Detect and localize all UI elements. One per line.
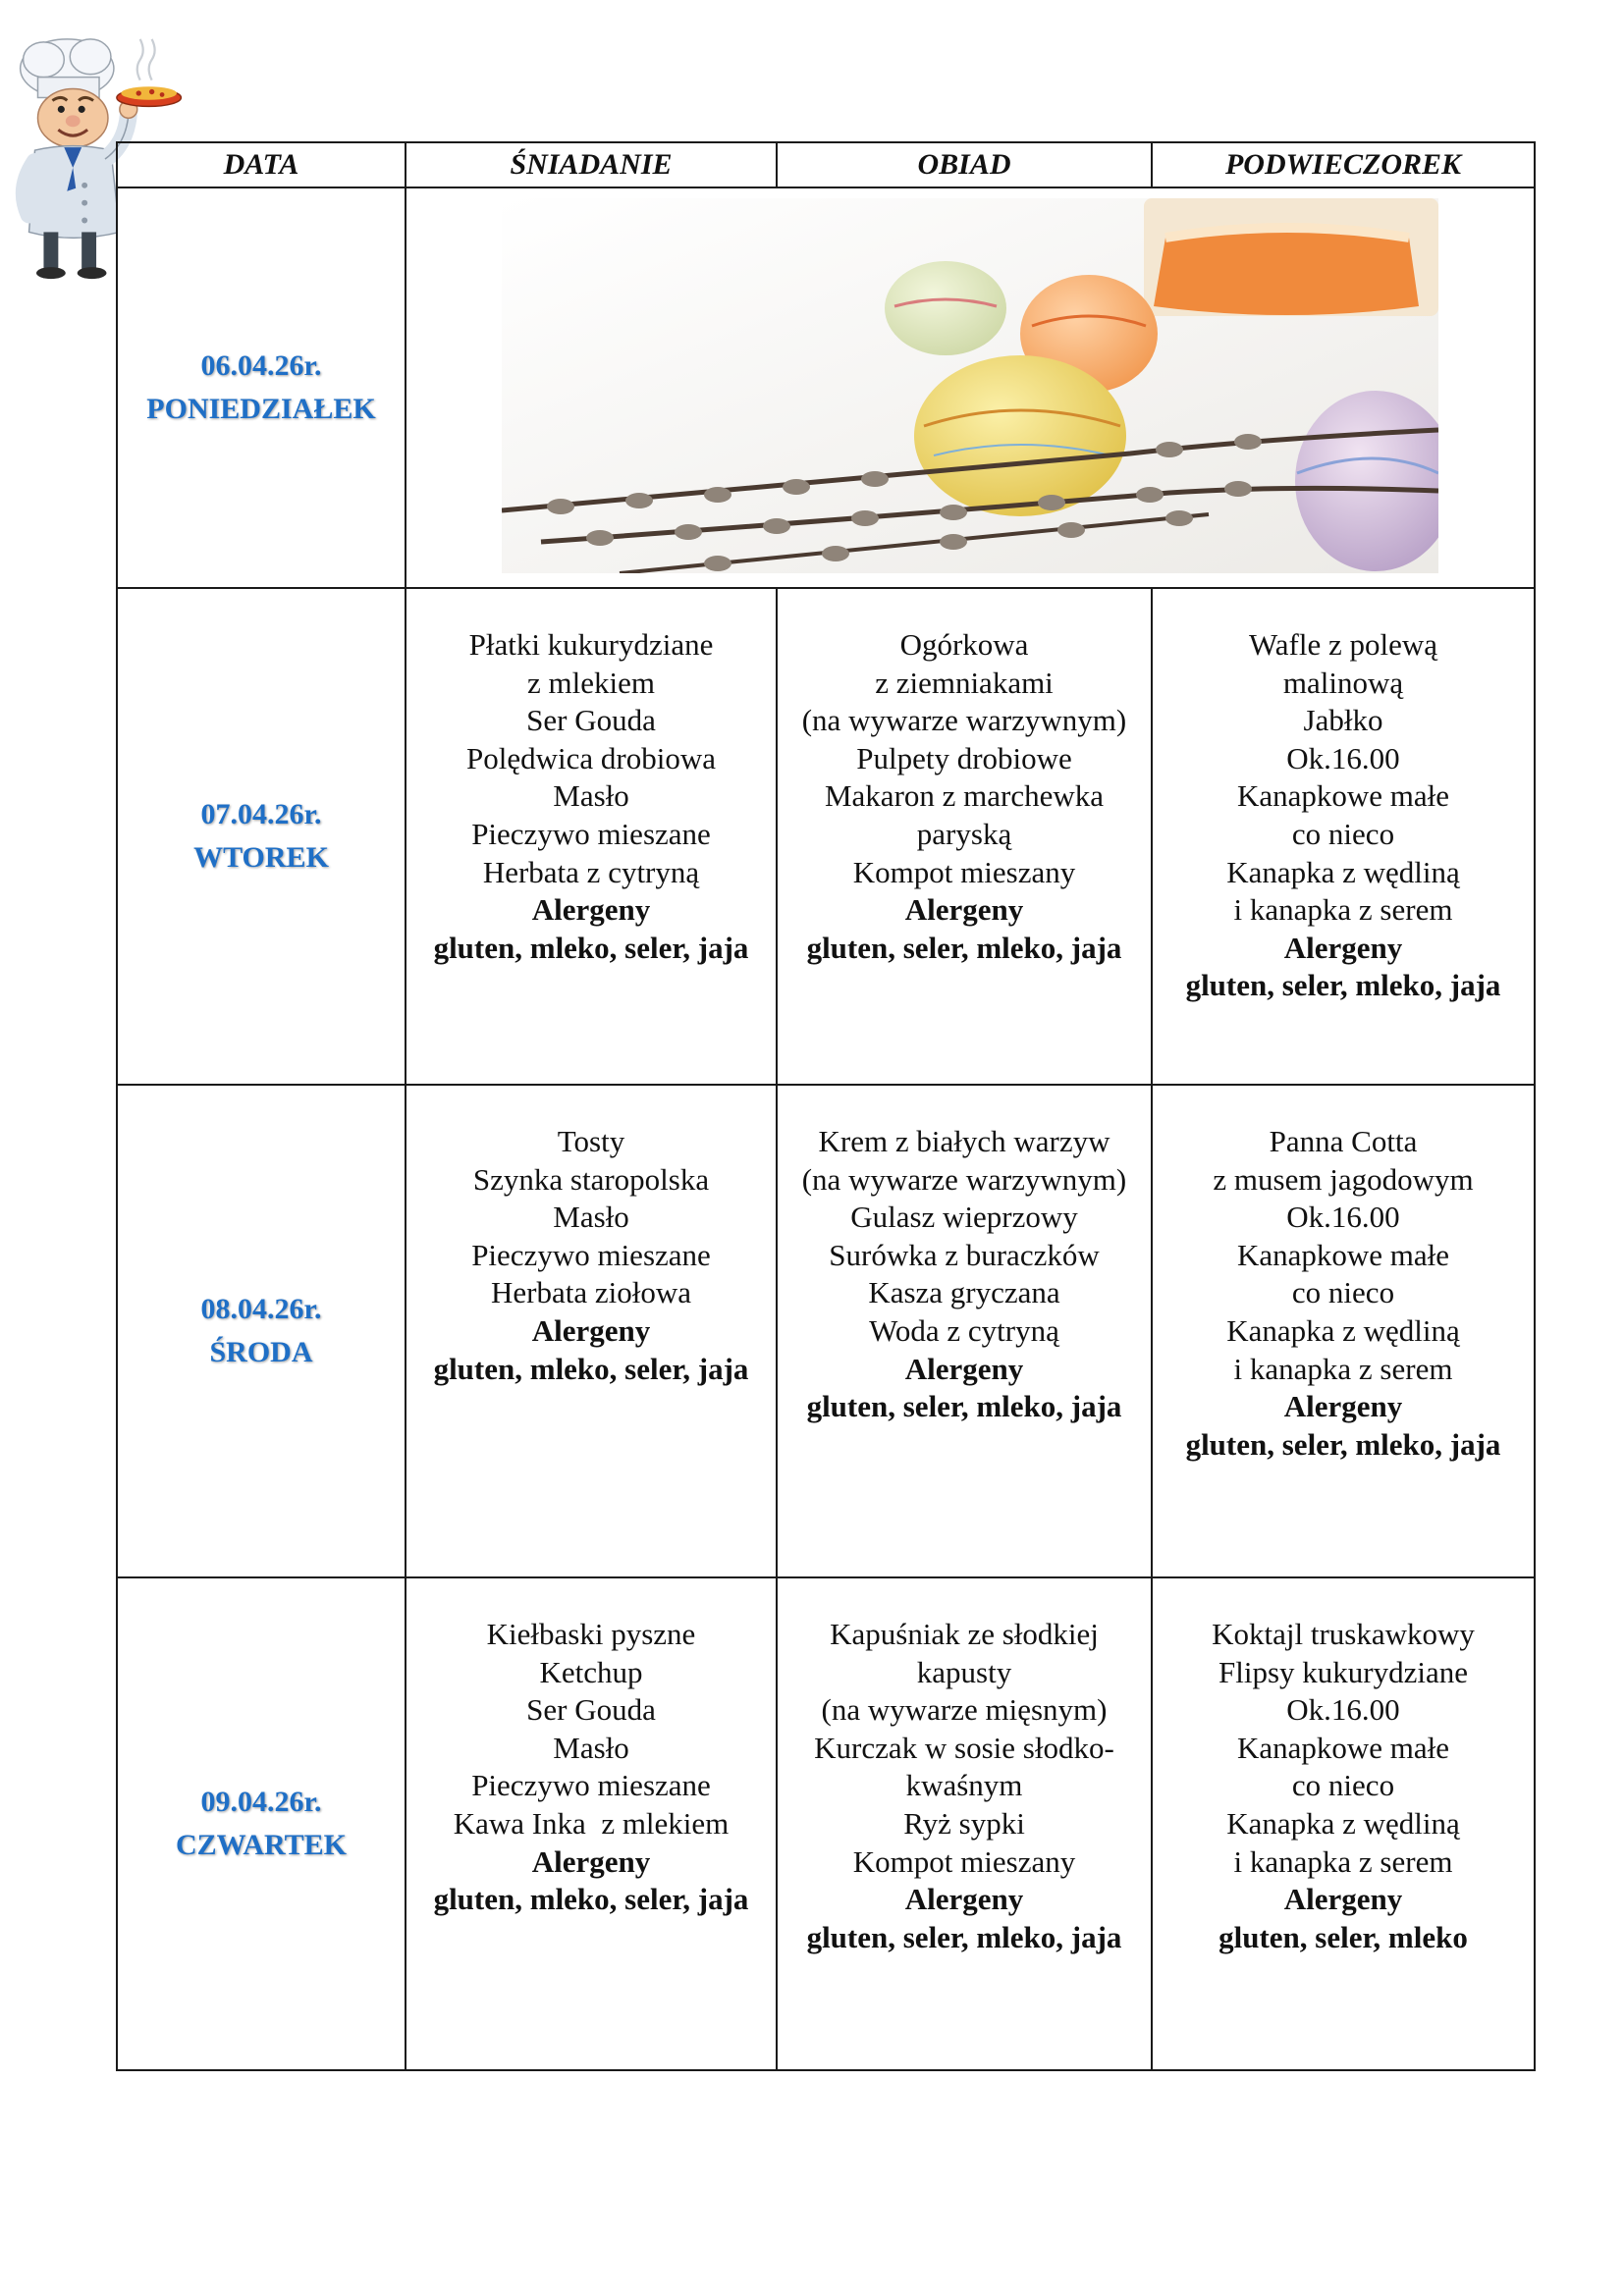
menu-line: Tosty: [557, 1124, 625, 1158]
allergens-list: gluten, seler, mleko, jaja: [1185, 1426, 1501, 1462]
menu-line: (na wywarze mięsnym): [821, 1692, 1108, 1728]
menu-line: Herbata ziołowa: [491, 1275, 691, 1310]
lunch-cell: [777, 588, 1152, 1085]
weekday-text: PONIEDZIAŁEK: [146, 393, 376, 425]
menu-line: Ryż sypki: [903, 1805, 1025, 1841]
breakfast-cell: [406, 1085, 777, 1577]
lunch-cell: [777, 1577, 1152, 2070]
menu-line: kwaśnym: [905, 1768, 1023, 1803]
menu-line: Kanapkowe małe: [1236, 778, 1450, 814]
date-text: 09.04.26r.: [200, 1786, 322, 1818]
header-row: [117, 142, 1535, 187]
menu-line: z ziemniakami: [875, 665, 1054, 700]
table-row: [117, 1577, 1535, 2070]
menu-line: Ok.16.00: [1286, 1692, 1400, 1728]
menu-line: Płatki kukurydziane: [468, 627, 714, 662]
date-text: 07.04.26r.: [200, 798, 322, 830]
menu-line: Kanapka z wędliną: [1226, 1312, 1460, 1348]
menu-line: Kawa Inka z mlekiem: [453, 1805, 730, 1841]
menu-line: Polędwica drobiowa: [466, 740, 716, 775]
allergens-list: gluten, seler, mleko, jaja: [806, 1919, 1122, 1954]
table-row: [117, 588, 1535, 1085]
weekday-text: WTOREK: [193, 841, 329, 874]
menu-line: co nieco: [1291, 816, 1395, 851]
allergens-label: Alergeny: [904, 1351, 1024, 1386]
menu-line: Wafle z polewą: [1248, 627, 1437, 662]
menu-line: Kiełbaski pyszne: [486, 1617, 696, 1651]
snack-cell: [1152, 588, 1535, 1085]
menu-line: z musem jagodowym: [1213, 1161, 1474, 1197]
menu-line: i kanapka z serem: [1233, 1351, 1453, 1386]
menu-line: i kanapka z serem: [1233, 1843, 1453, 1879]
menu-line: Masło: [553, 778, 629, 814]
allergens-list: gluten, mleko, seler, jaja: [433, 930, 749, 965]
menu-line: Gulasz wieprzowy: [850, 1200, 1078, 1235]
menu-line: Herbata z cytryną: [482, 854, 700, 889]
menu-line: Panna Cotta: [1269, 1124, 1418, 1158]
menu-line: Kasza gryczana: [868, 1275, 1060, 1310]
menu-line: co nieco: [1291, 1275, 1395, 1310]
menu-line: Kanapkowe małe: [1236, 1730, 1450, 1765]
allergens-label: Alergeny: [1283, 1882, 1403, 1917]
allergens-list: gluten, seler, mleko, jaja: [806, 1389, 1122, 1424]
header-breakfast: ŚNIADANIE: [406, 142, 777, 187]
menu-line: Pieczywo mieszane: [471, 1768, 711, 1803]
menu-line: Ok.16.00: [1286, 1200, 1400, 1235]
menu-line: Kurczak w sosie słodko-: [814, 1730, 1114, 1765]
allergens-label: Alergeny: [904, 1882, 1024, 1917]
menu-line: kapusty: [916, 1654, 1012, 1689]
menu-line: (na wywarze warzywnym): [801, 1161, 1127, 1197]
breakfast-cell: [406, 1577, 777, 2070]
table-row: [117, 187, 1535, 588]
menu-line: Kanapkowe małe: [1236, 1237, 1450, 1272]
menu-line: i kanapka z serem: [1233, 892, 1453, 928]
snack-cell: [1152, 1577, 1535, 2070]
menu-line: Surówka z buraczków: [829, 1237, 1100, 1272]
menu-line: Woda z cytryną: [869, 1312, 1059, 1348]
menu-line: (na wywarze warzywnym): [801, 703, 1127, 738]
allergens-list: gluten, mleko, seler, jaja: [433, 1882, 749, 1917]
menu-line: Ok.16.00: [1286, 740, 1400, 775]
menu-table: [116, 141, 1536, 2071]
menu-line: malinową: [1282, 665, 1404, 700]
date-text: 08.04.26r.: [200, 1293, 322, 1325]
header-lunch: OBIAD: [777, 142, 1152, 187]
menu-line: Pieczywo mieszane: [471, 816, 711, 851]
breakfast-cell: [406, 588, 777, 1085]
menu-line: Kompot mieszany: [852, 1843, 1076, 1879]
date-text: 06.04.26r.: [200, 349, 322, 382]
menu-line: co nieco: [1291, 1768, 1395, 1803]
menu-line: Ser Gouda: [526, 703, 656, 738]
menu-line: Kapuśniak ze słodkiej: [830, 1617, 1099, 1651]
menu-line: Kanapka z wędliną: [1226, 1805, 1460, 1841]
lunch-cell: [777, 1085, 1152, 1577]
table-row: [117, 1085, 1535, 1577]
date-cell: [117, 187, 406, 588]
menu-line: Kompot mieszany: [852, 854, 1076, 889]
allergens-label: Alergeny: [904, 892, 1024, 928]
weekday-text: ŚRODA: [209, 1336, 313, 1368]
date-cell: [117, 1085, 406, 1577]
menu-line: Ogórkowa: [899, 627, 1029, 662]
menu-line: Ketchup: [539, 1654, 643, 1689]
easter-image-cell: [406, 187, 1535, 588]
menu-line: z mlekiem: [527, 665, 655, 700]
snack-cell: [1152, 1085, 1535, 1577]
allergens-list: gluten, mleko, seler, jaja: [433, 1351, 749, 1386]
menu-line: paryską: [916, 816, 1012, 851]
allergens-list: gluten, seler, mleko: [1218, 1919, 1468, 1954]
header-date: DATA: [117, 142, 406, 187]
menu-line: Makaron z marchewka: [824, 778, 1105, 814]
allergens-label: Alergeny: [531, 892, 651, 928]
header-snack: PODWIECZOREK: [1152, 142, 1535, 187]
date-cell: [117, 1577, 406, 2070]
menu-line: Masło: [553, 1730, 629, 1765]
allergens-label: Alergeny: [1283, 930, 1403, 965]
allergens-label: Alergeny: [531, 1312, 651, 1348]
menu-line: Flipsy kukurydziane: [1218, 1654, 1468, 1689]
allergens-list: gluten, seler, mleko, jaja: [1185, 968, 1501, 1003]
menu-line: Jabłko: [1303, 703, 1383, 738]
menu-line: Koktajl truskawkowy: [1212, 1617, 1475, 1651]
menu-line: Szynka staropolska: [472, 1161, 710, 1197]
allergens-label: Alergeny: [1283, 1389, 1403, 1424]
weekday-text: CZWARTEK: [176, 1829, 347, 1861]
menu-line: Masło: [553, 1200, 629, 1235]
allergens-label: Alergeny: [531, 1843, 651, 1879]
menu-line: Krem z białych warzyw: [818, 1124, 1110, 1158]
allergens-list: gluten, seler, mleko, jaja: [806, 930, 1122, 965]
date-cell: [117, 588, 406, 1085]
menu-line: Pieczywo mieszane: [471, 1237, 711, 1272]
menu-line: Ser Gouda: [526, 1692, 656, 1728]
menu-line: Pulpety drobiowe: [856, 740, 1072, 775]
menu-line: Kanapka z wędliną: [1226, 854, 1460, 889]
easter-eggs-image: [502, 198, 1438, 573]
